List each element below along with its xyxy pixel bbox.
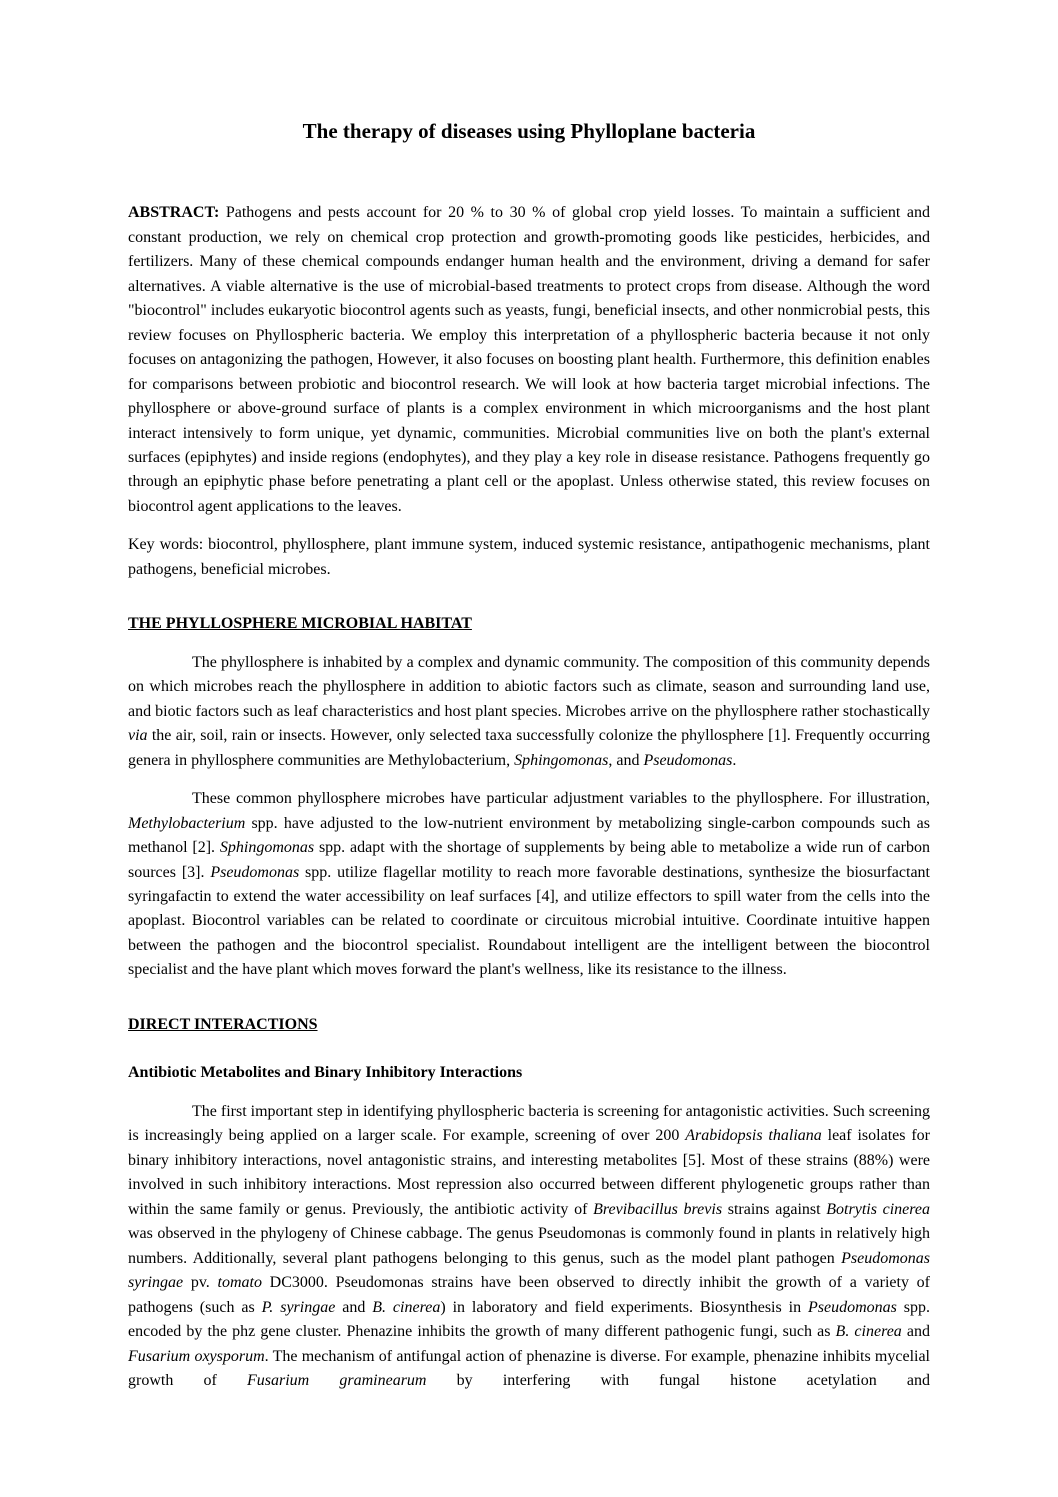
text-segment: , and: [608, 751, 644, 769]
text-segment: via: [128, 727, 148, 745]
text-segment: B. cinerea: [372, 1298, 441, 1316]
text-segment: and: [901, 1323, 931, 1341]
text-segment: The first important step in identifying phyllospheric bacteria is screening for antagonistic activities. Such screening is increasingly being applied on a larger scale. For example, screening of over 200: [128, 1102, 931, 1145]
text-segment: Pseudomonas: [643, 751, 733, 769]
text-segment: Fusarium oxysporum: [128, 1347, 265, 1365]
text-segment: Pseudomonas syringae: [128, 1249, 930, 1292]
text-segment: Pseudomonas: [210, 863, 300, 881]
text-segment: The phyllosphere is inhabited by a complex and dynamic community. The composition of this community depends on which microbes reach the phyllosphere in addition to abiotic factors such as climate, season and surrounding land use, and biotic factors such as leaf characteristics and host plant species. Microbes arrive on the phyllosphere rather stochastically: [128, 653, 930, 720]
text-segment: was observed in the phylogeny of Chinese cabbage. The genus Pseudomonas is commonly found in plants in relatively high numbers. Additionally, several plant pathogens belonging to this genus, such as the model plant pathogen: [128, 1225, 930, 1267]
text-segment: spp. utilize flagellar motility to reach more favorable destinations, synthesize the biosurfactant syringafactin to extend the water accessibility on leaf surfaces [4], and utilize effectors to spill water from the cells into the apoplast. Biocontrol variables can be related to coordinate or circuitous microbial intuitive. Coordinate intuitive happen between the pathogen and the biocontrol specialist. Roundabout intelligent are the intelligent between the biocontrol specialist and the have plant which moves forward the plant's wellness, like its resistance to the illness.: [128, 863, 930, 979]
text-segment: pv.: [183, 1274, 218, 1292]
text-segment: DIRECT INTERACTIONS: [128, 1015, 318, 1033]
subheading-antibiotic-metabolites: [128, 1061, 930, 1085]
keywords-paragraph: [128, 533, 930, 582]
text-segment: Antibiotic Metabolites and Binary Inhibitory Interactions: [128, 1064, 523, 1082]
text-segment: spp. encoded by the phz gene cluster. Phenazine inhibits the growth of many different pathogenic fungi, such as: [128, 1298, 931, 1341]
text-segment: Sphingomonas: [514, 751, 609, 769]
text-segment: Botrytis cinerea: [826, 1200, 931, 1218]
text-segment: leaf isolates for binary inhibitory interactions, novel antagonistic strains, and interesting metabolites [5]. Most of these strains (88%) were involved in such inhibitory interactions. Most repression also occurred between different phylogenetic groups rather than within the same family or genus. Previously, the antibiotic activity of: [128, 1127, 930, 1218]
text-segment: The therapy of diseases using Phylloplane bacteria: [302, 119, 756, 143]
text-segment: B. cinerea: [835, 1323, 902, 1341]
heading-direct-interactions: [128, 1013, 930, 1037]
text-segment: .: [732, 751, 737, 769]
text-segment: Key words: biocontrol, phyllosphere, plant immune system, induced systemic resistance, antipathogenic mechanisms, plant pathogens, beneficial microbes.: [128, 536, 930, 578]
text-segment: spp. have adjusted to the low-nutrient environment by metabolizing single-carbon compounds such as methanol [2].: [128, 814, 930, 857]
text-segment: Arabidopsis thaliana: [685, 1127, 822, 1145]
abstract-paragraph: [128, 201, 930, 519]
text-segment: strains against: [722, 1200, 827, 1218]
para-phyllosphere-2: [128, 787, 930, 983]
text-segment: Methylobacterium: [128, 814, 246, 832]
text-segment: ABSTRACT:: [128, 204, 220, 222]
paper-title: [128, 118, 930, 145]
text-segment: Sphingomonas: [219, 839, 315, 857]
text-segment: P. syringae: [261, 1298, 336, 1316]
text-segment: the air, soil, rain or insects. However, only selected taxa successfully colonize the phyllosphere [1]. Frequently occurring genera in phyllosphere communities are Methylobacterium,: [128, 727, 930, 769]
text-segment: These common phyllosphere microbes have particular adjustment variables to the phyllosphere. For illustration,: [192, 790, 930, 808]
text-segment: Pathogens and pests account for 20 % to 30 % of global crop yield losses. To maintain a sufficient and constant production, we rely on chemical crop protection and growth-promoting goods like pesticides, herbicides, and fertilizers. Many of these chemical compounds endanger human health and the environment, driving a demand for safer alternatives. A viable alternative is the use of microbial-based treatments to protect crops from disease. Although the word "biocontrol" includes eukaryotic biocontrol agents such as yeasts, fungi, beneficial insects, and other nonmicrobial pests, this review focuses on Phyllospheric bacteria. We employ this interpretation of a phyllospheric bacteria because it not only focuses on antagonizing the pathogen, However, it also focuses on boosting plant health. Furthermore, this definition enables for comparisons between probiotic and biocontrol research. We will look at how bacteria target microbial infections. The phyllosphere or above-ground surface of plants is a complex environment in which microorganisms and the host plant interact intensively to form unique, yet dynamic, communities. Microbial communities live on both the plant's external surfaces (epiphytes) and inside regions (endophytes), and they play a key role in disease resistance. Pathogens frequently go through an epiphytic phase before penetrating a plant cell or the apoplast. Unless otherwise stated, this review focuses on biocontrol agent applications to the leaves.: [128, 204, 930, 515]
text-segment: Pseudomonas: [807, 1298, 897, 1316]
para-phyllosphere-1: [128, 651, 930, 773]
text-segment: and: [335, 1298, 373, 1316]
text-segment: THE PHYLLOSPHERE MICROBIAL HABITAT: [128, 615, 472, 633]
document-content: [128, 118, 930, 1393]
para-direct-interactions-1: [128, 1100, 930, 1394]
text-segment: tomato: [217, 1274, 262, 1292]
text-segment: DC3000. Pseudomonas strains have been observed to directly inhibit the growth of a variety of pathogens (such as: [128, 1274, 931, 1316]
text-segment: . The mechanism of antifungal action of phenazine is diverse. For example, phenazine inhibits mycelial growth of: [128, 1347, 931, 1389]
text-segment: Fusarium graminearum: [246, 1371, 427, 1389]
heading-phyllosphere-habitat: [128, 612, 930, 636]
text-segment: Brevibacillus brevis: [593, 1200, 723, 1218]
text-segment: ) in laboratory and field experiments. Biosynthesis in: [440, 1298, 808, 1316]
text-segment: by interfering with fungal histone acetylation and: [426, 1371, 930, 1389]
text-segment: spp. adapt with the shortage of supplements by being able to metabolize a wide run of carbon sources [3].: [128, 839, 930, 881]
